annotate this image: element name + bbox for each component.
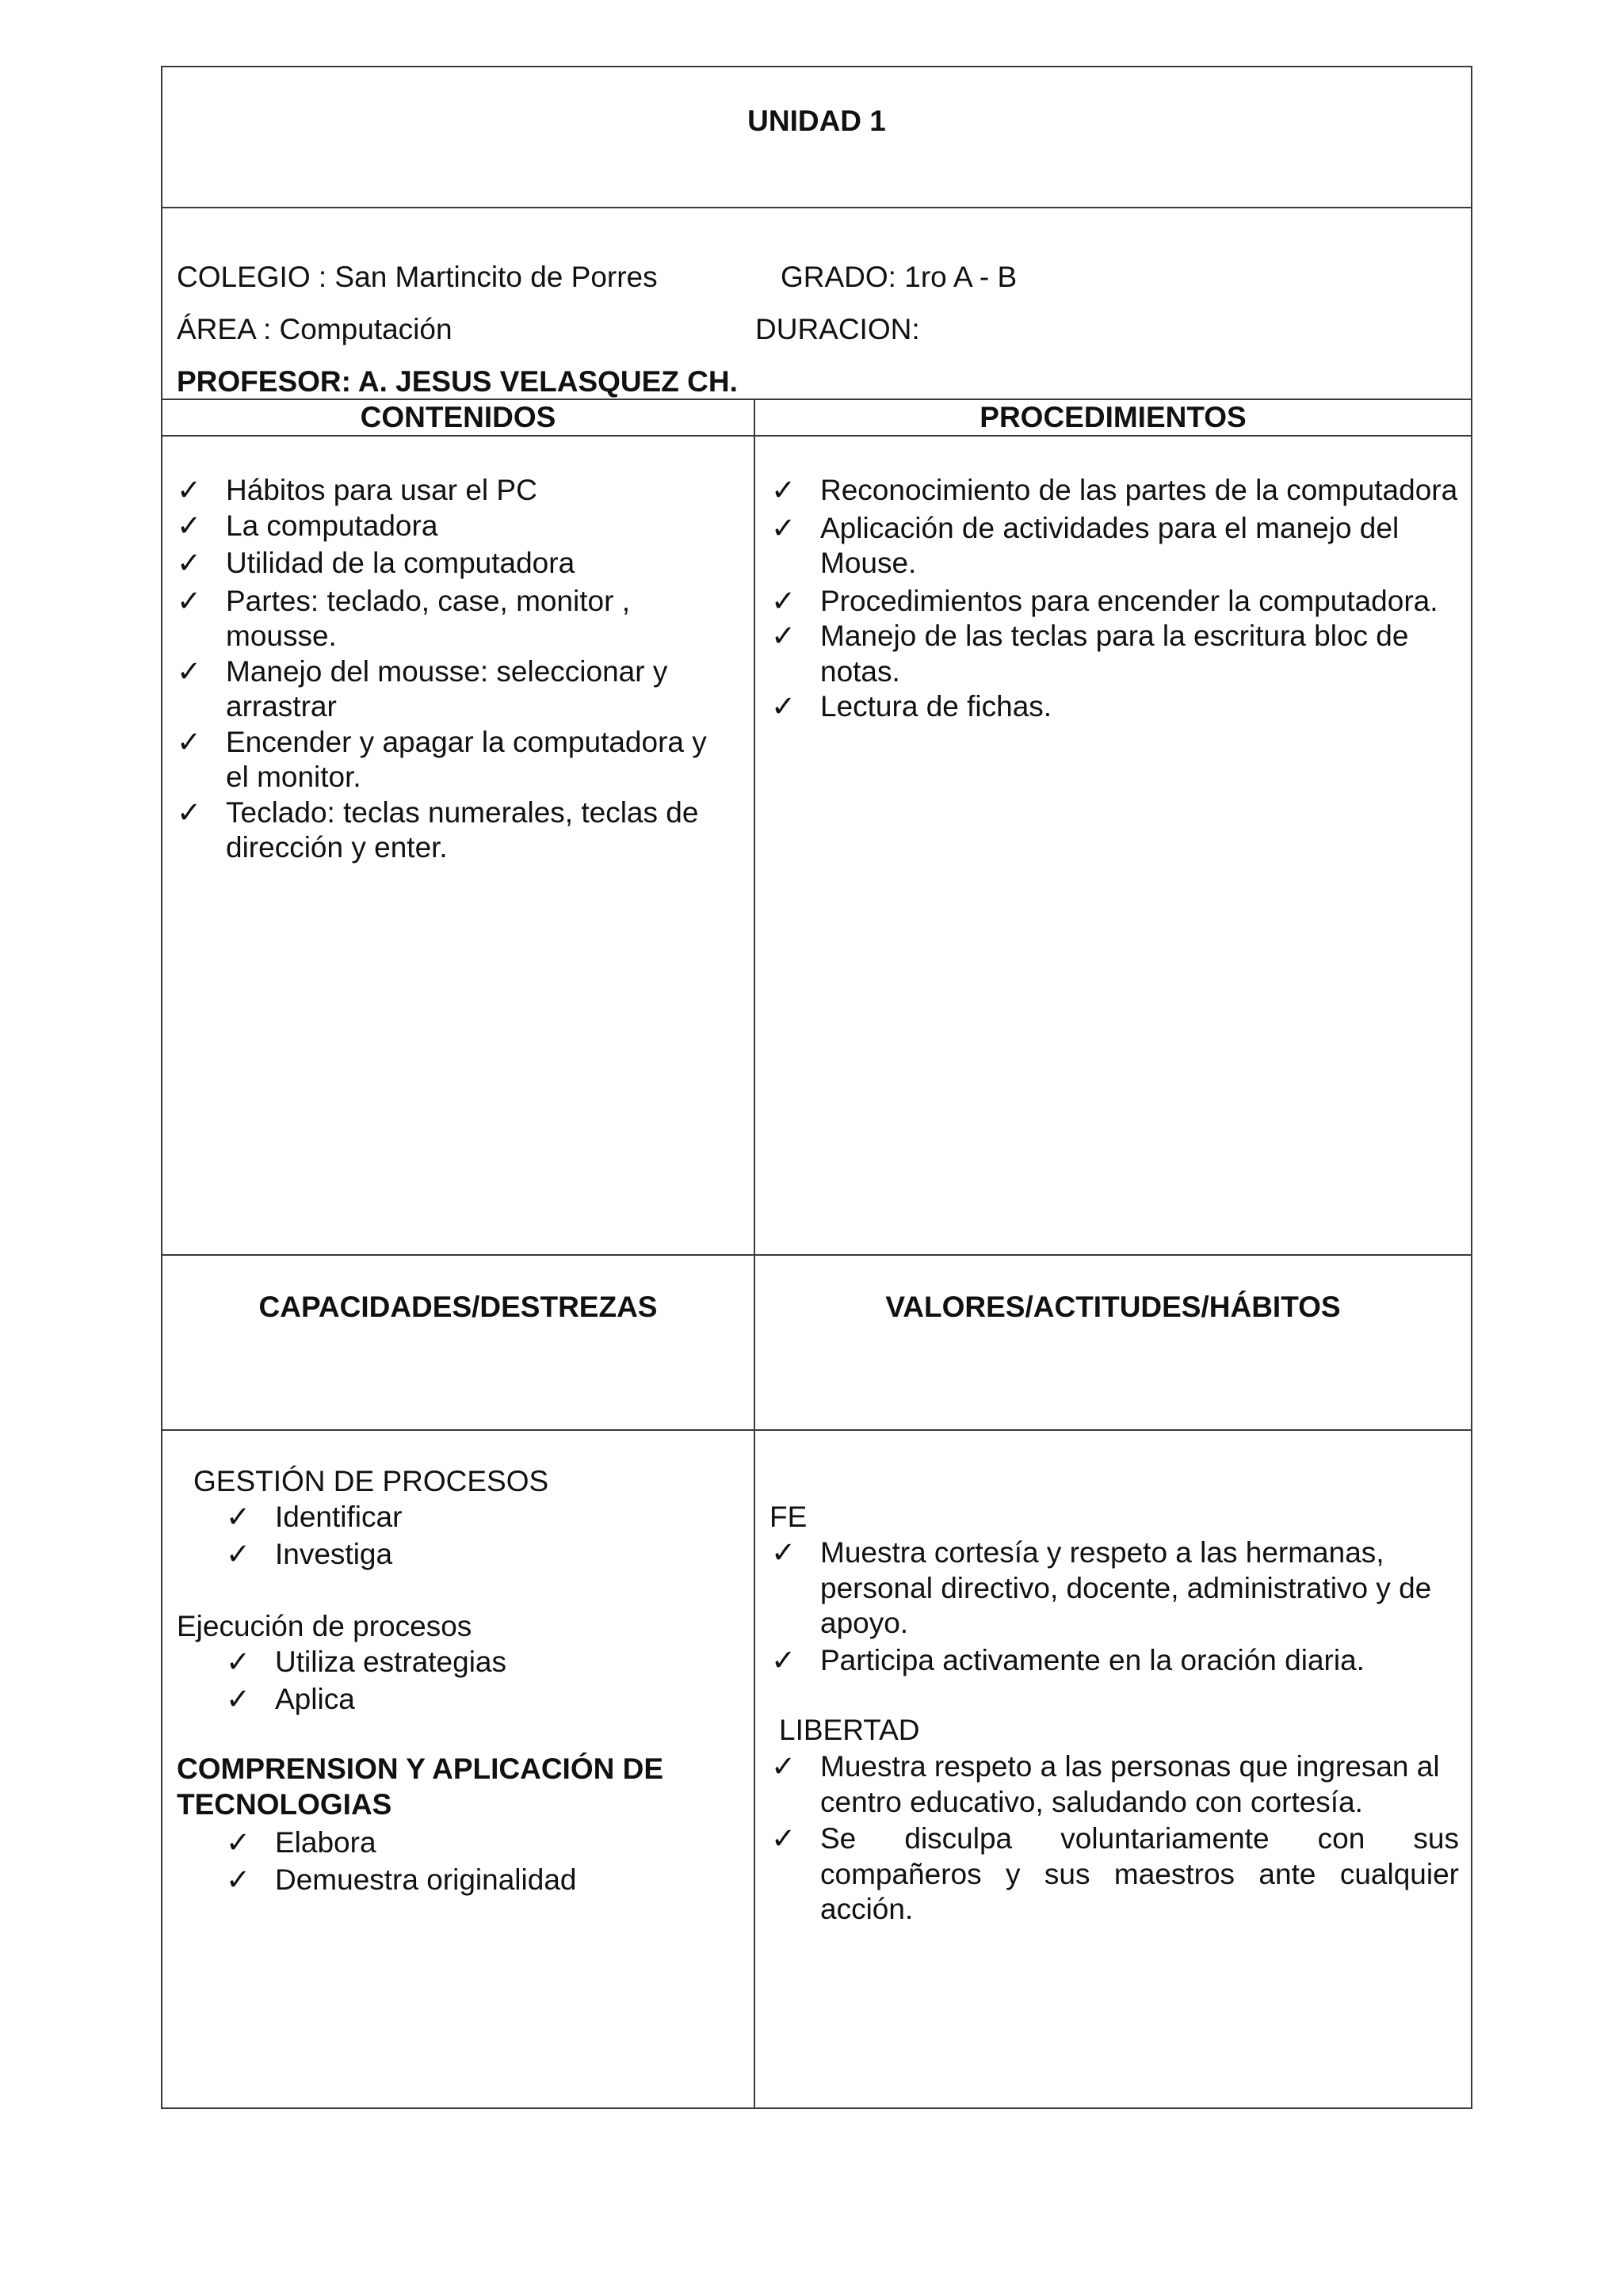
check-icon: ✓ xyxy=(177,654,202,688)
grado-label: GRADO: 1ro A - B xyxy=(781,261,1018,293)
check-icon: ✓ xyxy=(771,474,796,506)
colegio-label: COLEGIO : San Martincito de Porres xyxy=(177,261,658,293)
list-item: ✓ Investiga xyxy=(226,1537,717,1573)
check-icon: ✓ xyxy=(177,725,202,758)
procedimientos-list xyxy=(771,473,1461,725)
list-item: ✓ Encender y apagar la computadora y el monitor. xyxy=(177,725,707,793)
table-border-top xyxy=(161,66,1472,67)
list-item: ✓ Utiliza estrategias xyxy=(226,1645,717,1680)
group-title-gestion: GESTIÓN DE PROCESOS xyxy=(193,1465,549,1497)
list-item: ✓ Participa activamente en la oración diaria. xyxy=(771,1643,1459,1679)
valores-header: VALORES/ACTITUDES/HÁBITOS xyxy=(885,1291,1341,1323)
list-item: ✓ Manejo de las teclas para la escritura bloc de notas. xyxy=(771,620,1409,688)
list-item: ✓ Demuestra originalidad xyxy=(226,1863,717,1898)
check-icon: ✓ xyxy=(771,1643,796,1676)
check-icon: ✓ xyxy=(771,1536,796,1569)
list-item: ✓ Se disculpa voluntariamente con sus compañeros y sus maestros ante cualquier acción. xyxy=(771,1822,1459,1925)
check-icon: ✓ xyxy=(226,1537,251,1570)
check-icon: ✓ xyxy=(771,1822,796,1855)
check-icon: ✓ xyxy=(226,1646,251,1678)
check-icon: ✓ xyxy=(226,1826,251,1859)
list-item: ✓ Utilidad de la computadora xyxy=(177,546,731,582)
list-item: ✓ Aplicación de actividades para el manejo del Mouse. xyxy=(771,511,1400,579)
list-item: ✓ Muestra cortesía y respeto a las hermanas, personal directivo, docente, administrativo y de apoyo. xyxy=(771,1536,1432,1639)
group-title-comprension: COMPRENSION Y APLICACIÓN DE TECNOLOGIAS xyxy=(177,1753,664,1821)
fe-list xyxy=(771,1535,1459,1678)
contenidos-header: CONTENIDOS xyxy=(360,401,556,433)
check-icon: ✓ xyxy=(177,509,202,542)
list-item: ✓ Hábitos para usar el PC xyxy=(177,473,731,509)
list-item: ✓ Aplica xyxy=(226,1682,717,1718)
contenidos-list xyxy=(177,473,731,866)
table-column-divider xyxy=(754,399,755,2109)
check-icon: ✓ xyxy=(771,584,796,617)
profesor-label: PROFESOR: A. JESUS VELASQUEZ CH. xyxy=(177,365,738,398)
list-item: ✓ Elabora xyxy=(226,1825,717,1861)
list-item: ✓ Teclado: teclas numerales, teclas de dirección y enter. xyxy=(177,795,699,864)
check-icon: ✓ xyxy=(177,795,202,829)
list-item: ✓ Reconocimiento de las partes de la computadora xyxy=(771,473,1461,509)
list-item: ✓ Partes: teclado, case, monitor , mousse. xyxy=(177,584,631,652)
procedimientos-header: PROCEDIMIENTOS xyxy=(980,401,1247,433)
check-icon: ✓ xyxy=(771,690,796,723)
table-border-bottom xyxy=(161,2107,1472,2109)
list-item: ✓ Procedimientos para encender la computadora. xyxy=(771,584,1461,620)
table-divider-bottom-headers xyxy=(161,1429,1472,1431)
table-divider-middle xyxy=(161,1254,1472,1256)
capacidades-header: CAPACIDADES/DESTREZAS xyxy=(258,1291,658,1323)
list-item: ✓ Manejo del mousse: seleccionar y arrastrar xyxy=(177,654,668,723)
unit-title: UNIDAD 1 xyxy=(747,105,886,137)
check-icon: ✓ xyxy=(226,1682,251,1715)
check-icon: ✓ xyxy=(226,1501,251,1533)
ejecucion-list xyxy=(226,1645,717,1717)
group-title-ejecucion: Ejecución de procesos xyxy=(177,1610,472,1642)
check-icon: ✓ xyxy=(177,474,202,506)
list-item: ✓ Identificar xyxy=(226,1500,717,1535)
list-item: ✓ Lectura de fichas. xyxy=(771,689,1461,725)
group-title-fe: FE xyxy=(769,1501,808,1533)
check-icon: ✓ xyxy=(177,584,202,617)
table-border-left xyxy=(161,66,162,2109)
list-item: ✓ La computadora xyxy=(177,509,731,544)
table-border-right xyxy=(1471,66,1472,2109)
check-icon: ✓ xyxy=(771,511,796,544)
duracion-label: DURACION: xyxy=(755,313,920,345)
check-icon: ✓ xyxy=(771,1750,796,1783)
check-icon: ✓ xyxy=(226,1863,251,1896)
libertad-list xyxy=(771,1749,1459,1928)
group-title-libertad: LIBERTAD xyxy=(779,1714,920,1746)
area-label: ÁREA : Computación xyxy=(177,313,453,345)
comprension-list xyxy=(226,1825,717,1897)
check-icon: ✓ xyxy=(771,620,796,652)
gestion-list xyxy=(226,1500,717,1572)
check-icon: ✓ xyxy=(177,547,202,579)
table-divider-title xyxy=(161,207,1472,208)
list-item: ✓ Muestra respeto a las personas que ingresan al centro educativo, saludando con cortesía. xyxy=(771,1750,1440,1818)
